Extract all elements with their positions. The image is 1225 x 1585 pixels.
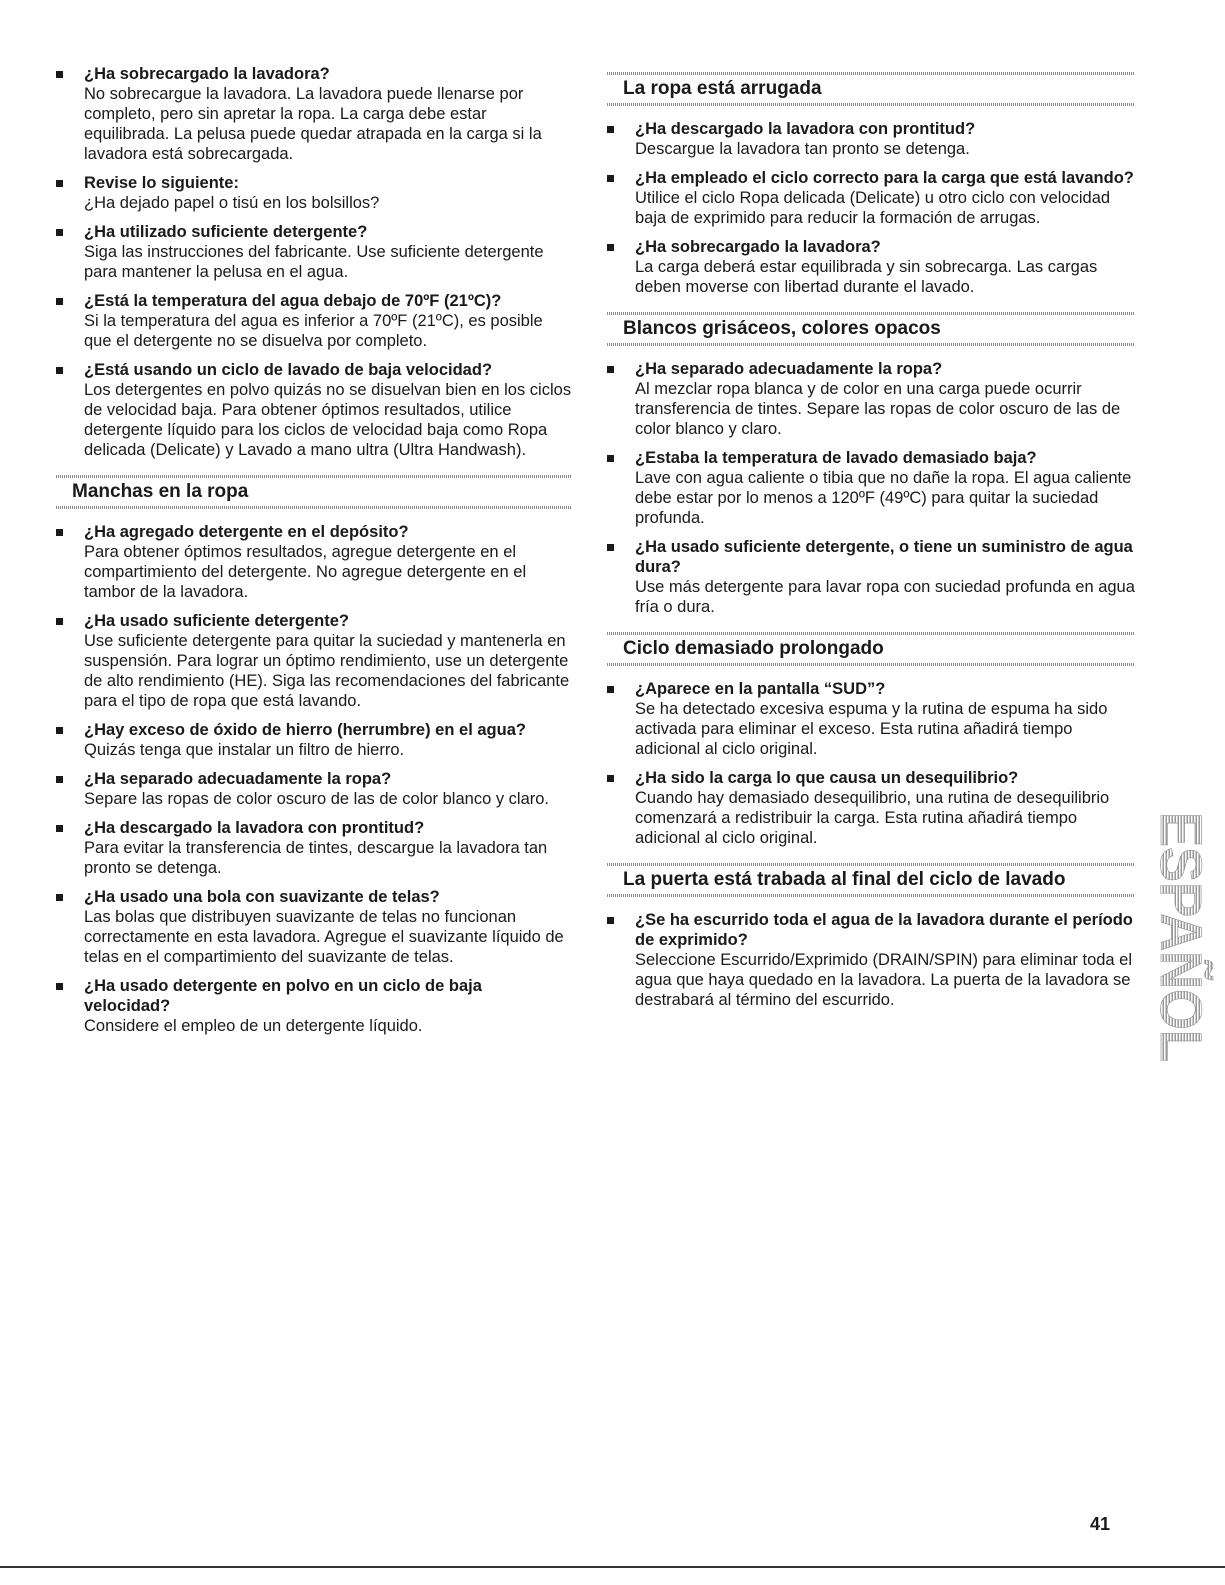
list-item [56,887,572,967]
list-item [607,448,1135,528]
answer: Use suficiente detergente para quitar la suciedad y mantenerla en suspensión. Para lograr un óptimo rendimiento, use un detergente de alto rendimiento (HE). Siga las recomendaciones del fabricante para el tipo de ropa que está lavando. [84,632,570,710]
question: ¿Ha usado una bola con suavizante de telas? [84,888,440,906]
answer: Cuando hay demasiado desequilibrio, una rutina de desequilibrio comenzará a redistribuir la carga. Esta rutina añadirá tiempo adicional al ciclo original. [635,789,1110,847]
question: Revise lo siguiente: [84,174,239,192]
answer: Use más detergente para lavar ropa con suciedad profunda en agua fría o dura. [635,578,1135,616]
section-title: La puerta está trabada al final del ciclo de lavado [623,869,1066,890]
bullet-icon [56,727,63,734]
answer: No sobrecargue la lavadora. La lavadora puede llenarse por completo, pero sin apretar la ropa. La carga debe estar equilibrada. La pelusa puede quedar atrapada en la carga si la lavadora está sobrecargada. [84,85,542,163]
answer: Considere el empleo de un detergente líquido. [84,1017,423,1035]
list-item [56,173,572,213]
side-tab-label: ESPAÑOL [1148,812,1213,1089]
question: ¿Ha descargado la lavadora con prontitud? [635,120,976,138]
side-tab-graphic [1139,812,1213,1089]
section-title: Ciclo demasiado prolongado [623,638,884,659]
question: ¿Hay exceso de óxido de hierro (herrumbre) en el agua? [84,721,526,739]
divider [607,894,1135,897]
bullet-icon [56,71,63,78]
list-item [56,291,572,351]
question: ¿Está usando un ciclo de lavado de baja velocidad? [84,361,493,379]
list-item [607,119,1135,159]
bullet-icon [607,366,614,373]
answer: Los detergentes en polvo quizás no se disuelvan bien en los ciclos de velocidad baja. Para obtener óptimos resultados, utilice detergente líquido para los ciclos de velocidad baja como Ropa delicada (Delicate) y Lavado a mano ultra (Ultra Handwash). [84,381,572,459]
answer: Si la temperatura del agua es inferior a 70ºF (21ºC), es posible que el detergente no se disuelva por completo. [84,312,543,350]
section-header [607,632,1135,666]
bullet-icon [607,775,614,782]
question: ¿Ha agregado detergente en el depósito? [84,523,409,541]
list-item [607,768,1135,848]
question: ¿Ha sobrecargado la lavadora? [84,65,330,83]
list-item [56,720,572,760]
question: ¿Ha separado adecuadamente la ropa? [84,770,392,788]
question: ¿Se ha escurrido toda el agua de la lavadora durante el período de exprimido? [635,911,1133,949]
list-item [56,818,572,878]
section-title: Manchas en la ropa [72,481,249,502]
list-item [56,522,572,602]
bullet-icon [56,776,63,783]
list-item [607,168,1135,228]
question: ¿Ha separado adecuadamente la ropa? [635,360,943,378]
answer: Quizás tenga que instalar un filtro de hierro. [84,741,405,759]
answer: Separe las ropas de color oscuro de las de color blanco y claro. [84,790,550,808]
list-item [56,222,572,282]
list-item [607,359,1135,439]
bullet-icon [56,367,63,374]
bullet-icon [607,455,614,462]
section-header [56,475,572,509]
page-number: 41 [1090,1514,1111,1534]
bullet-icon [56,894,63,901]
bullet-icon [607,126,614,133]
divider [607,663,1135,666]
bullet-icon [56,298,63,305]
answer: Se ha detectado excesiva espuma y la rutina de espuma ha sido activada para eliminar el exceso. Esta rutina añadirá tiempo adicional al ciclo original. [635,700,1108,758]
question: ¿Ha utilizado suficiente detergente? [84,223,368,241]
answer: Para obtener óptimos resultados, agregue detergente en el compartimiento del detergente. No agregue detergente en el tambor de la lavadora. [84,543,527,601]
section-header [607,312,1135,346]
list-item [56,360,572,460]
question: ¿Estaba la temperatura de lavado demasiado baja? [635,449,1037,467]
bullet-icon [607,686,614,693]
list-item [56,976,572,1036]
language-side-tab [1139,812,1213,1089]
section-title: La ropa está arrugada [623,78,822,99]
question: ¿Ha sido la carga lo que causa un desequilibrio? [635,769,1019,787]
list-item [607,910,1135,1010]
question: ¿Aparece en la pantalla “SUD”? [635,680,886,698]
answer: Al mezclar ropa blanca y de color en una carga puede ocurrir transferencia de tintes. Separe las ropas de color oscuro de las de color blanco y claro. [635,380,1121,438]
question: ¿Está la temperatura del agua debajo de 70ºF (21ºC)? [84,292,502,310]
bullet-icon [56,983,63,990]
bottom-rule [0,1566,1225,1568]
answer: Descargue la lavadora tan pronto se detenga. [635,140,970,158]
divider [607,343,1135,346]
question: ¿Ha usado suficiente detergente, o tiene un suministro de agua dura? [635,538,1133,576]
divider [607,103,1135,106]
bullet-icon [56,229,63,236]
list-item [607,679,1135,759]
right-column [607,64,1135,1019]
bullet-icon [607,175,614,182]
left-top-items [56,64,572,460]
answer: Para evitar la transferencia de tintes, descargue la lavadora tan pronto se detenga. [84,839,548,877]
section-title: Blancos grisáceos, colores opacos [623,318,941,339]
question: ¿Ha sobrecargado la lavadora? [635,238,881,256]
answer: Siga las instrucciones del fabricante. Use suficiente detergente para mantener la pelusa en el agua. [84,243,544,281]
question: ¿Ha descargado la lavadora con prontitud? [84,819,425,837]
list-item [56,64,572,164]
section-header [607,863,1135,897]
list-item [607,537,1135,617]
answer: Lave con agua caliente o tibia que no dañe la ropa. El agua caliente debe estar por lo menos a 120ºF (49ºC) para quitar la suciedad profunda. [635,469,1132,527]
question: ¿Ha usado suficiente detergente? [84,612,349,630]
bullet-icon [56,825,63,832]
question: ¿Ha empleado el ciclo correcto para la carga que está lavando? [635,169,1134,187]
answer: ¿Ha dejado papel o tisú en los bolsillos? [84,194,380,212]
list-item [56,769,572,809]
list-item [56,611,572,711]
answer: La carga deberá estar equilibrada y sin sobrecarga. Las cargas deben moverse con libertad durante el lavado. [635,258,1098,296]
bullet-icon [56,529,63,536]
answer: Utilice el ciclo Ropa delicada (Delicate) u otro ciclo con velocidad baja de exprimido para reducir la formación de arrugas. [635,189,1111,227]
bullet-icon [56,180,63,187]
section-header [607,72,1135,106]
answer: Seleccione Escurrido/Exprimido (DRAIN/SPIN) para eliminar toda el agua que haya quedado en la lavadora. La puerta de la lavadora se destrabará al término del escurrido. [635,951,1133,1009]
bullet-icon [607,544,614,551]
question: ¿Ha usado detergente en polvo en un ciclo de baja velocidad? [84,977,482,1015]
bullet-icon [56,618,63,625]
divider [56,506,572,509]
bullet-icon [607,917,614,924]
left-column [56,64,572,1045]
answer: Las bolas que distribuyen suavizante de telas no funcionan correctamente en esta lavadora. Agregue el suavizante líquido de telas en el compartimiento del suavizante de telas. [84,908,564,966]
bullet-icon [607,244,614,251]
list-item [607,237,1135,297]
